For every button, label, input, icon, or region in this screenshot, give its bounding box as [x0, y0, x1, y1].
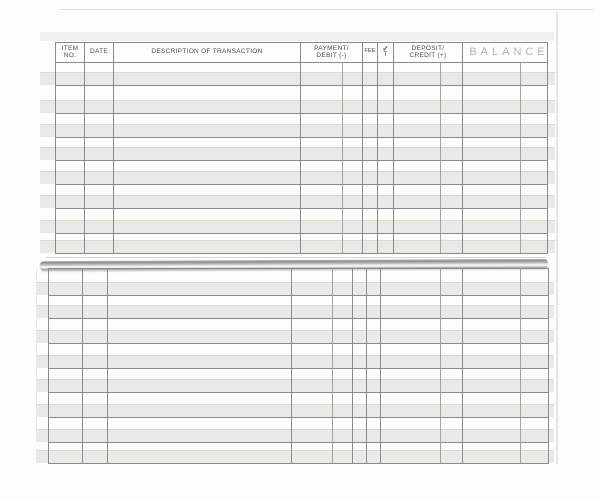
register-row	[48, 343, 548, 368]
grid-vline-cents	[520, 268, 521, 463]
register-row	[48, 268, 548, 295]
grid-hline	[48, 318, 549, 319]
grid-hline	[48, 392, 549, 393]
grid-vline	[393, 42, 394, 253]
grid-vline	[362, 42, 363, 253]
grid-vline	[380, 268, 381, 463]
column-header-date	[85, 43, 113, 61]
grid-hline	[48, 368, 549, 369]
column-header-deposit-credit	[394, 43, 462, 61]
grid-hline	[48, 417, 549, 418]
column-header-description	[114, 43, 300, 61]
register-row	[48, 318, 548, 343]
grid-hline	[55, 160, 548, 161]
grid-vline-cents	[342, 62, 343, 253]
column-header-label: CREDIT (+)	[409, 52, 447, 59]
grid-vline	[548, 268, 549, 463]
column-header-check-column	[378, 43, 393, 61]
column-header-label: T	[383, 51, 388, 59]
register-row	[48, 442, 548, 463]
grid-vline	[107, 268, 108, 463]
column-header-label: ITEM	[61, 44, 79, 52]
fold-shadow-line	[46, 257, 546, 258]
register-row	[55, 85, 547, 113]
register-row	[55, 233, 547, 253]
register-row	[48, 392, 548, 417]
grid-vline-cents	[440, 62, 441, 253]
grid-vline	[300, 42, 301, 253]
column-header-label: DEPOSIT/	[411, 44, 445, 52]
column-header-label: FEE	[364, 48, 376, 55]
register-row	[55, 184, 547, 208]
grid-hline	[55, 113, 548, 114]
column-header-item-no	[56, 43, 84, 61]
register-row	[55, 62, 547, 85]
grid-hline	[55, 253, 548, 254]
grid-hline	[55, 137, 548, 138]
grid-vline	[55, 42, 56, 253]
grid-hline	[55, 184, 548, 185]
grid-vline	[462, 268, 463, 463]
column-header-label: ✓	[382, 44, 389, 54]
scan-noise-stripe	[40, 32, 554, 41]
grid-vline	[48, 268, 49, 463]
column-header-label: NO.	[63, 52, 77, 59]
grid-vline	[84, 42, 85, 253]
column-header-balance	[463, 43, 551, 61]
column-header-label: DEBIT (-)	[316, 52, 347, 59]
column-header-label: DATE	[89, 48, 109, 56]
grid-vline	[366, 268, 367, 463]
grid-hline	[48, 343, 549, 344]
register-row	[48, 417, 548, 442]
grid-vline	[377, 42, 378, 253]
grid-hline	[55, 233, 548, 234]
register-row	[55, 208, 547, 233]
register-row	[55, 113, 547, 137]
grid-vline-cents	[440, 268, 441, 463]
grid-vline	[462, 42, 463, 253]
grid-hline	[48, 442, 549, 443]
paper-right-edge	[556, 12, 558, 464]
grid-hline	[48, 295, 549, 296]
grid-hline	[55, 208, 548, 209]
grid-vline	[291, 268, 292, 463]
grid-vline	[82, 268, 83, 463]
column-header-label: PAYMENT/	[314, 44, 349, 52]
column-header-label: BALANCE	[469, 46, 549, 58]
grid-vline-cents	[520, 62, 521, 253]
register-row	[48, 295, 548, 318]
grid-hline	[48, 268, 549, 269]
paper-top-edge	[60, 9, 594, 10]
column-header-fee	[363, 43, 377, 61]
grid-vline	[547, 42, 548, 253]
register-row	[55, 137, 547, 160]
grid-vline-cents	[332, 268, 333, 463]
grid-hline	[55, 62, 548, 63]
grid-vline	[113, 42, 114, 253]
column-header-label: DESCRIPTION OF TRANSACTION	[151, 48, 263, 56]
register-row	[55, 160, 547, 184]
grid-hline	[55, 85, 548, 86]
grid-vline	[352, 268, 353, 463]
register-row	[48, 368, 548, 392]
column-header-payment-debit	[301, 43, 362, 61]
grid-hline	[48, 463, 549, 464]
